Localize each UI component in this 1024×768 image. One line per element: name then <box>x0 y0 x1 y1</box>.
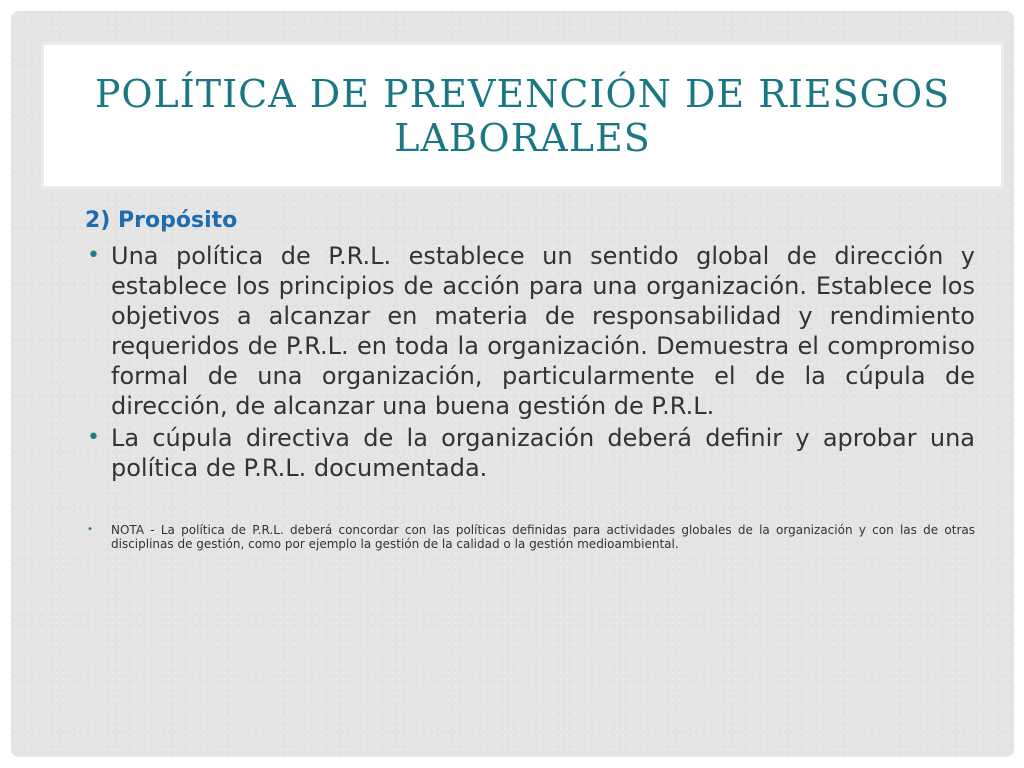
bullet-item <box>85 241 975 421</box>
bullet-text: La cúpula directiva de la organización deberá definir y aprobar una política de P.R.L. documentada. <box>111 424 975 482</box>
section-subheading: 2) Propósito <box>85 208 238 233</box>
bullet-text: Una política de P.R.L. establece un sentido global de dirección y establece los principios de acción para una organización. Establece los objetivos a alcanzar en materia de responsabilidad y rendimiento requeridos de P.R.L. en toda la organización. Demuestra el compromiso formal de una organización, particularmente el de la cúpula de dirección, de alcanzar una buena gestión de P.R.L. <box>111 242 975 420</box>
bullet-dot-icon: • <box>87 524 93 535</box>
bullet-dot-icon: • <box>87 425 100 450</box>
title-box <box>41 42 1004 189</box>
bullet-item <box>85 423 975 483</box>
note-text: NOTA - La política de P.R.L. deberá concordar con las políticas definidas para actividades globales de la organización y con las de otras disciplinas de gestión, como por ejemplo la gestión de la calidad o la gestión medioambiental. <box>111 523 975 551</box>
bullet-dot-icon: • <box>87 243 100 268</box>
bullet-list <box>85 241 975 483</box>
slide-background <box>11 11 1014 757</box>
note-item <box>85 523 975 551</box>
slide-title: POLÍTICA DE PREVENCIÓN DE RIESGOS LABORALES <box>94 71 951 160</box>
slide-content <box>85 207 975 551</box>
